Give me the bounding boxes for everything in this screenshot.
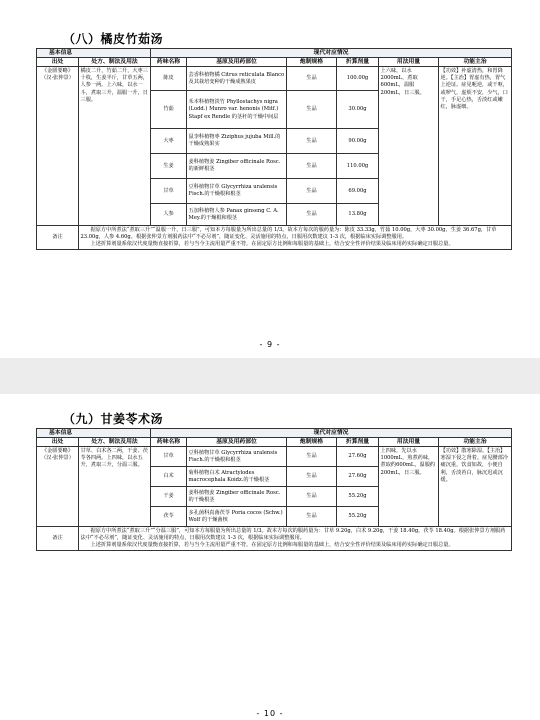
remark-paragraph: 据原方中所煮法“煮取三升”“分温三服”，可知本方每服量为所出总量的 1/3。故本方每次的服药量为：甘草 9.20g，白术 9.20g，干姜 18.40g，茯苓 18.40g。根据张仲景方剂服药法中“不必尽剂”，随证变化、灵活施用的特点，日服用次数建议 1-3 次，根据临床实际调整服用。 [80,527,506,542]
remark-text [79,226,512,250]
herb-cell: 人参 [151,204,187,226]
origin-cell: 芸香科植物橘 Citrus reticulata Blanco 及其栽培变种的干燥成熟果皮 [187,67,287,91]
dose-cell: 69.00g [337,179,379,204]
page-number: - 9 - [259,340,281,349]
remark-paragraph: 据原方中所煮法“煮取三升”“温服一升，日三服”，可知本方每服量为所出总量的 1/3。故本方每次的服药量为：陈皮 33.33g，竹茹 10.00g，大枣 30.00g，生姜 36.67g，甘草 23.00g，人参 4.60g。根据张仲景方剂服药法中“不必尽剂”，随证变化、灵活施用的特点，日服用次数建议 1-3 次，根据临床实际调整服用。 [80,226,497,241]
source-cell: 《金匮要略》（汉·张仲景） [37,447,79,527]
herb-cell: 生姜 [151,154,187,179]
dose-cell: 90.00g [337,129,379,154]
herb-cell: 大枣 [151,129,187,154]
processing-cell: 生品 [287,507,337,527]
usage-cell: 上四味，先以水1000mL，煎煮药味，煮取约600mL，温服约200mL，日三服。 [379,447,439,527]
herb-cell: 甘草 [151,447,187,467]
header-basic-info: 基本信息 [37,429,151,438]
origin-cell: 豆科植物甘草 Glycyrrhiza uralensis Fisch.的干燥根和根茎 [187,447,287,467]
processing-cell: 生品 [287,204,337,226]
herb-cell: 干姜 [151,487,187,507]
header-origin: 基原及用药部位 [187,58,287,67]
method-cell: 甘草、白术各二两，干姜、茯苓各四两。上四味，以水五升，煮取三升，分温三服。 [79,447,151,527]
herb-cell: 茯苓 [151,507,187,527]
dose-cell: 30.00g [337,91,379,129]
document-page-9 [0,0,540,358]
document-page-10 [0,394,540,720]
remark-paragraph: 上述折算剂量系依汉代度量衡直接折算，若与当今主流用量严重不符，在固定原方比例和每服量的基础上，结合安全性评价结果及临床用药实际确定日服总量。 [90,542,454,549]
header-modern-correspondence: 现代对应情况 [151,429,512,438]
dose-cell: 27.60g [337,467,379,487]
header-processing: 炮制规格 [287,58,337,67]
dose-cell: 55.20g [337,507,379,527]
table-row [37,67,512,91]
processing-cell: 生品 [287,487,337,507]
usage-cell: 上六味，以水2000mL，煮取600mL，温服200mL，日三服。 [379,67,439,226]
header-herb: 药味名称 [151,58,187,67]
processing-cell: 生品 [287,447,337,467]
header-source: 出处 [37,58,79,67]
origin-cell: 姜科植物姜 Zingiber officinale Rosc.的新鲜根茎 [187,154,287,179]
remark-text [79,527,512,551]
header-source: 出处 [37,438,79,447]
header-function: 功能主治 [439,438,512,447]
header-dose: 折算剂量 [337,438,379,447]
processing-cell: 生品 [287,67,337,91]
origin-cell: 鼠李科植物枣 Ziziphus jujuba Mill.的干燥成熟果实 [187,129,287,154]
header-herb: 药味名称 [151,438,187,447]
formula-table [36,428,512,551]
processing-cell: 生品 [287,179,337,204]
dose-cell: 27.60g [337,447,379,467]
origin-cell: 多孔菌科真菌茯苓 Poria cocos (Schw.) Wolf 的干燥菌核 [187,507,287,527]
origin-cell: 姜科植物姜 Zingiber officinale Rosc.的干燥根茎 [187,487,287,507]
dose-cell: 100.00g [337,67,379,91]
source-cell: 《金匮要略》（汉·张仲景） [37,67,79,226]
remark-row [37,226,512,250]
formula-table [36,48,512,250]
remark-row [37,527,512,551]
origin-cell: 五加科植物人参 Panax ginseng C. A. Mey.的干燥根和根茎 [187,204,287,226]
header-function: 功能主治 [439,58,512,67]
method-cell: 橘皮二升，竹茹二升，大枣三十枚，生姜半斤，甘草五两，人参一两。上六味，以水一斗，煮取三升，温服一升，日三服。 [79,67,151,226]
processing-cell: 生品 [287,91,337,129]
processing-cell: 生品 [287,154,337,179]
origin-cell: 豆科植物甘草 Glycyrrhiza uralensis Fisch.的干燥根和根茎 [187,179,287,204]
function-cell: 【功效】散寒除湿。【主治】寒湿下侵之肾着。症见腰部冷痛沉重，饮食如故，小便自利，舌淡苔白，脉沉迟或沉缓。 [439,447,512,527]
processing-cell: 生品 [287,467,337,487]
formula-title: （九）甘姜苓术汤 [63,412,164,426]
remark-label: 备注 [37,527,79,551]
formula-title: （八）橘皮竹茹汤 [63,32,164,46]
page-number: - 10 - [256,709,284,718]
dose-cell: 110.00g [337,154,379,179]
header-usage: 用法用量 [379,58,439,67]
header-dose: 折算剂量 [337,58,379,67]
header-method: 处方、制法及用法 [79,438,151,447]
herb-cell: 白术 [151,467,187,487]
remark-label: 备注 [37,226,79,250]
header-modern-correspondence: 现代对应情况 [151,49,512,58]
herb-cell: 陈皮 [151,67,187,91]
header-method: 处方、制法及用法 [79,58,151,67]
header-origin: 基原及用药部位 [187,438,287,447]
dose-cell: 13.80g [337,204,379,226]
function-cell: 【功效】补虚清热，和胃降逆。【主治】胃虚有热，胃气上逆证。症见呃逆，或干呕，或哕气，虚烦不安，少气，口干，手足心热，舌淡红或嫩红，脉虚细。 [439,67,512,226]
herb-cell: 竹茹 [151,91,187,129]
header-usage: 用法用量 [379,438,439,447]
header-basic-info: 基本信息 [37,49,151,58]
table-row [37,447,512,467]
processing-cell: 生品 [287,129,337,154]
origin-cell: 菊科植物白术 Atractylodes macrocephala Koidz.的干燥根茎 [187,467,287,487]
dose-cell: 55.20g [337,487,379,507]
remark-paragraph: 上述折算剂量系依汉代度量衡直接折算，若与当今主流用量严重不符，在固定原方比例和每服量的基础上，结合安全性评价结果及临床用药实际确定日服总量。 [90,241,454,248]
herb-cell: 甘草 [151,179,187,204]
origin-cell: 禾本科植物淡竹 Phyllostachys nigra (Lodd.) Munro var. henonis (Mitf.) Stapf ex Rendle 的茎秆的干燥中间层 [187,91,287,129]
header-processing: 炮制规格 [287,438,337,447]
